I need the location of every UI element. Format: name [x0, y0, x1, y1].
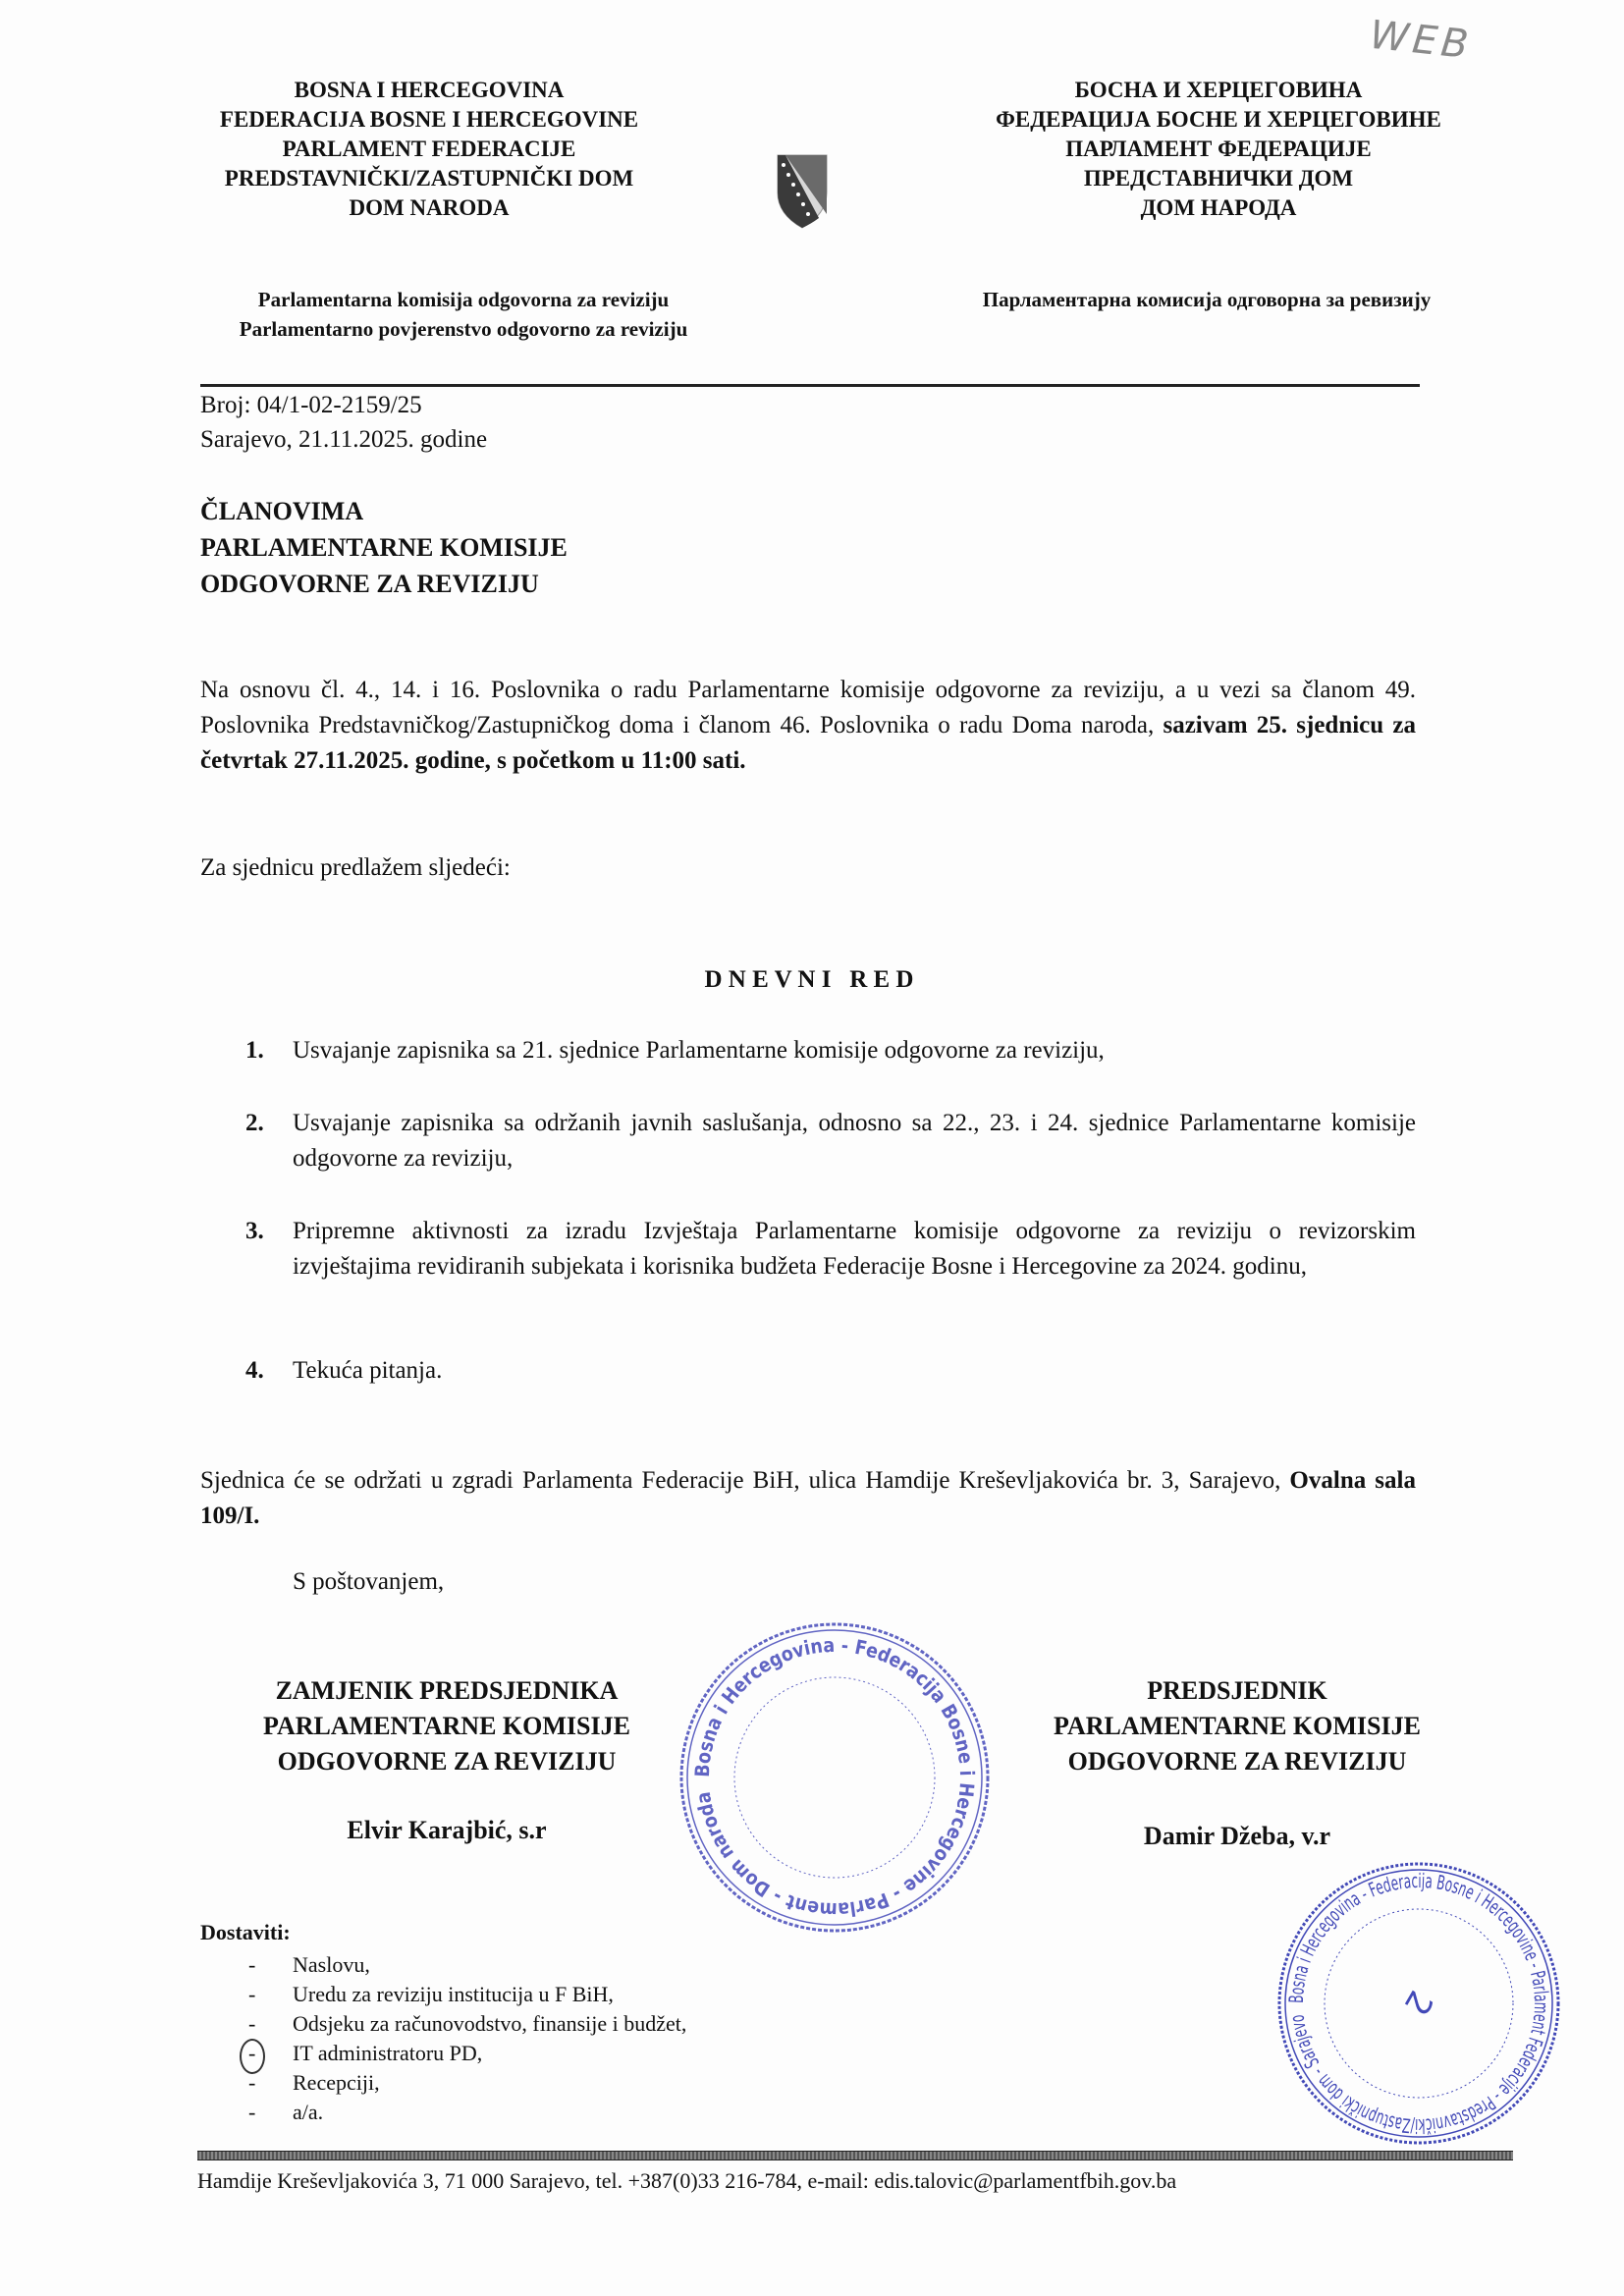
header-right — [963, 76, 1474, 223]
intro-bold-text: sazivam 25. sjednicu za četvrtak 27.11.2025. godine, s početkom u 11:00 sati. — [200, 712, 1416, 774]
signature-title-line: PARLAMENTARNE KOMISIJE — [1054, 1712, 1421, 1740]
signature-left — [201, 1673, 692, 1848]
commission-line: Parlamentarno povjerenstvo odgovorno za reviziju — [239, 317, 688, 341]
intro-paragraph — [200, 673, 1416, 779]
footer-divider — [197, 2151, 1513, 2160]
distribution-item: - Recepciji, — [248, 2070, 380, 2095]
header-left — [184, 76, 675, 223]
commission-line: Parlamentarna komisija odgovorna za reviziju — [257, 288, 670, 311]
distribution-item: - Uredu za reviziju institucija u F BiH, — [248, 1982, 614, 2006]
signature-name: Damir Džeba, v.r — [1143, 1822, 1331, 1850]
agenda-item — [245, 1214, 1416, 1285]
commission-left — [169, 285, 758, 344]
coat-of-arms-icon — [776, 153, 829, 230]
signature-right — [1021, 1673, 1453, 1854]
signature-name: Elvir Karajbić, s.r — [347, 1816, 547, 1844]
signature-title-line: PARLAMENTARNE KOMISIJE — [263, 1712, 630, 1740]
distribution-item-text: IT administratoru PD, — [293, 2041, 483, 2065]
svg-text:Bosna i Hercegovina - Federaci — [690, 1633, 979, 1922]
addressee-line: ČLANOVIMA — [200, 497, 364, 525]
addressee — [200, 493, 568, 602]
header-line: PREDSTAVNIČKI/ZASTUPNIČKI DOM — [224, 166, 634, 191]
distribution-item: - Odsjeku za računovodstvo, finansije i budžet, — [248, 2011, 687, 2036]
header-line: ФЕДЕРАЦИЈА БОСНЕ И ХЕРЦЕГОВИНЕ — [996, 107, 1441, 132]
stamp-1-text: Bosna i Hercegovina - Federacija Bosne i Hercegovine - Parlament - Dom naroda — [689, 1632, 980, 1923]
location-room: Ovalna sala 109/I. — [200, 1467, 1416, 1529]
distribution-item-text: Recepciji, — [293, 2070, 380, 2095]
reference-number: Broj: 04/1-02-2159/25 — [200, 392, 422, 418]
header-line: PARLAMENT FEDERACIJE — [282, 137, 576, 161]
header-line: BOSNA I HERCEGOVINA — [294, 78, 565, 102]
official-stamp-2 — [1276, 1861, 1561, 2146]
distribution-item-text: a/a. — [293, 2100, 324, 2124]
agenda-item-number: 1. — [245, 1037, 264, 1064]
addressee-line: PARLAMENTARNE KOMISIJE — [200, 533, 568, 562]
header-line: БОСНА И ХЕРЦЕГОВИНА — [1074, 78, 1363, 102]
stamp-2-number: 2 — [1395, 1984, 1440, 2022]
location-text: Sjednica će se održati u zgradi Parlamenta Federacije BiH, ulica Hamdije Kreševljakovića br. 3, Sarajevo, — [200, 1467, 1290, 1494]
header-line: ПРЕДСТАВНИЧКИ ДОМ — [1083, 166, 1354, 191]
reference-date: Sarajevo, 21.11.2025. godine — [200, 426, 488, 453]
signature-title-line: ODGOVORNE ZA REVIZIJU — [277, 1747, 617, 1776]
intro-text: Na osnovu čl. 4., 14. i 16. Poslovnika o radu Parlamentarne komisije odgovorne za reviziju, a u vezi sa članom 49. Poslovnika Predstavničkog/Zastupničkog doma i članom 46. Poslovnika o radu Doma naroda, — [200, 677, 1416, 738]
agenda-item-number: 3. — [245, 1218, 264, 1244]
header-divider — [200, 384, 1420, 387]
header-line: ДОМ НАРОДА — [1140, 195, 1297, 220]
location-paragraph — [200, 1463, 1416, 1534]
agenda-item-text: Usvajanje zapisnika sa 21. sjednice Parlamentarne komisije odgovorne za reviziju, — [293, 1037, 1105, 1064]
distribution-item: - Naslovu, — [248, 1952, 370, 1977]
agenda-item-text: Usvajanje zapisnika sa održanih javnih saslušanja, odnosno sa 22., 23. i 24. sjednice Parlamentarne komisije odgovorne za reviziju, — [293, 1110, 1416, 1172]
distribution-item-text: Naslovu, — [293, 1952, 370, 1977]
header-line: FEDERACIJA BOSNE I HERCEGOVINE — [219, 107, 639, 132]
distribution-label: Dostaviti: — [200, 1920, 291, 1944]
agenda-item — [245, 1353, 1416, 1389]
agenda-item — [245, 1033, 1416, 1068]
agenda-item-text: Tekuća pitanja. — [293, 1357, 443, 1384]
distribution-item-text: Odsjeku za računovodstvo, finansije i budžet, — [293, 2011, 687, 2036]
addressee-line: ODGOVORNE ZA REVIZIJU — [200, 570, 539, 598]
commission-right: Парламентарна комисија одговорна за ревизију — [982, 288, 1432, 311]
distribution-item: - IT administratoru PD, — [248, 2041, 483, 2065]
header-line: DOM NARODA — [349, 195, 510, 220]
header-line: ПАРЛАМЕНТ ФЕДЕРАЦИЈЕ — [1065, 137, 1372, 161]
official-stamp-1 — [677, 1620, 992, 1935]
agenda-item — [245, 1106, 1416, 1176]
agenda-item-text: Pripremne aktivnosti za izradu Izvještaja Parlamentarne komisije odgovorne za reviziju o revizorskim izvještajima revidiranih subjekata i korisnika budžeta Federacije Bosne i Hercegovine za 2024. godinu, — [293, 1218, 1416, 1280]
signature-title-line: PREDSJEDNIK — [1147, 1676, 1327, 1705]
stamp-2-text: Bosna i Hercegovina - Federacija Bosne i Hercegovine - Parlament Federacije - Predstavnički/Zastupnički dom - Sarajevo — [1283, 1868, 1554, 2139]
closing-text: S poštovanjem, — [293, 1568, 445, 1595]
propose-text: Za sjednicu predlažem sljedeći: — [200, 854, 511, 881]
agenda-title: D N E V N I R E D — [704, 966, 914, 993]
handwritten-note: WEB — [1367, 12, 1475, 69]
signature-title-line: ODGOVORNE ZA REVIZIJU — [1067, 1747, 1407, 1776]
footer-contact: Hamdije Kreševljakovića 3, 71 000 Sarajevo, tel. +387(0)33 216-784, e-mail: edis.talovic@parlamentfbih.gov.ba — [197, 2168, 1177, 2193]
distribution-item: - a/a. — [248, 2100, 324, 2124]
agenda-item-number: 4. — [245, 1357, 264, 1384]
agenda-item-number: 2. — [245, 1110, 264, 1136]
signature-title-line: ZAMJENIK PREDSJEDNIKA — [275, 1676, 619, 1705]
distribution-item-text: Uredu za reviziju institucija u F BiH, — [293, 1982, 614, 2006]
